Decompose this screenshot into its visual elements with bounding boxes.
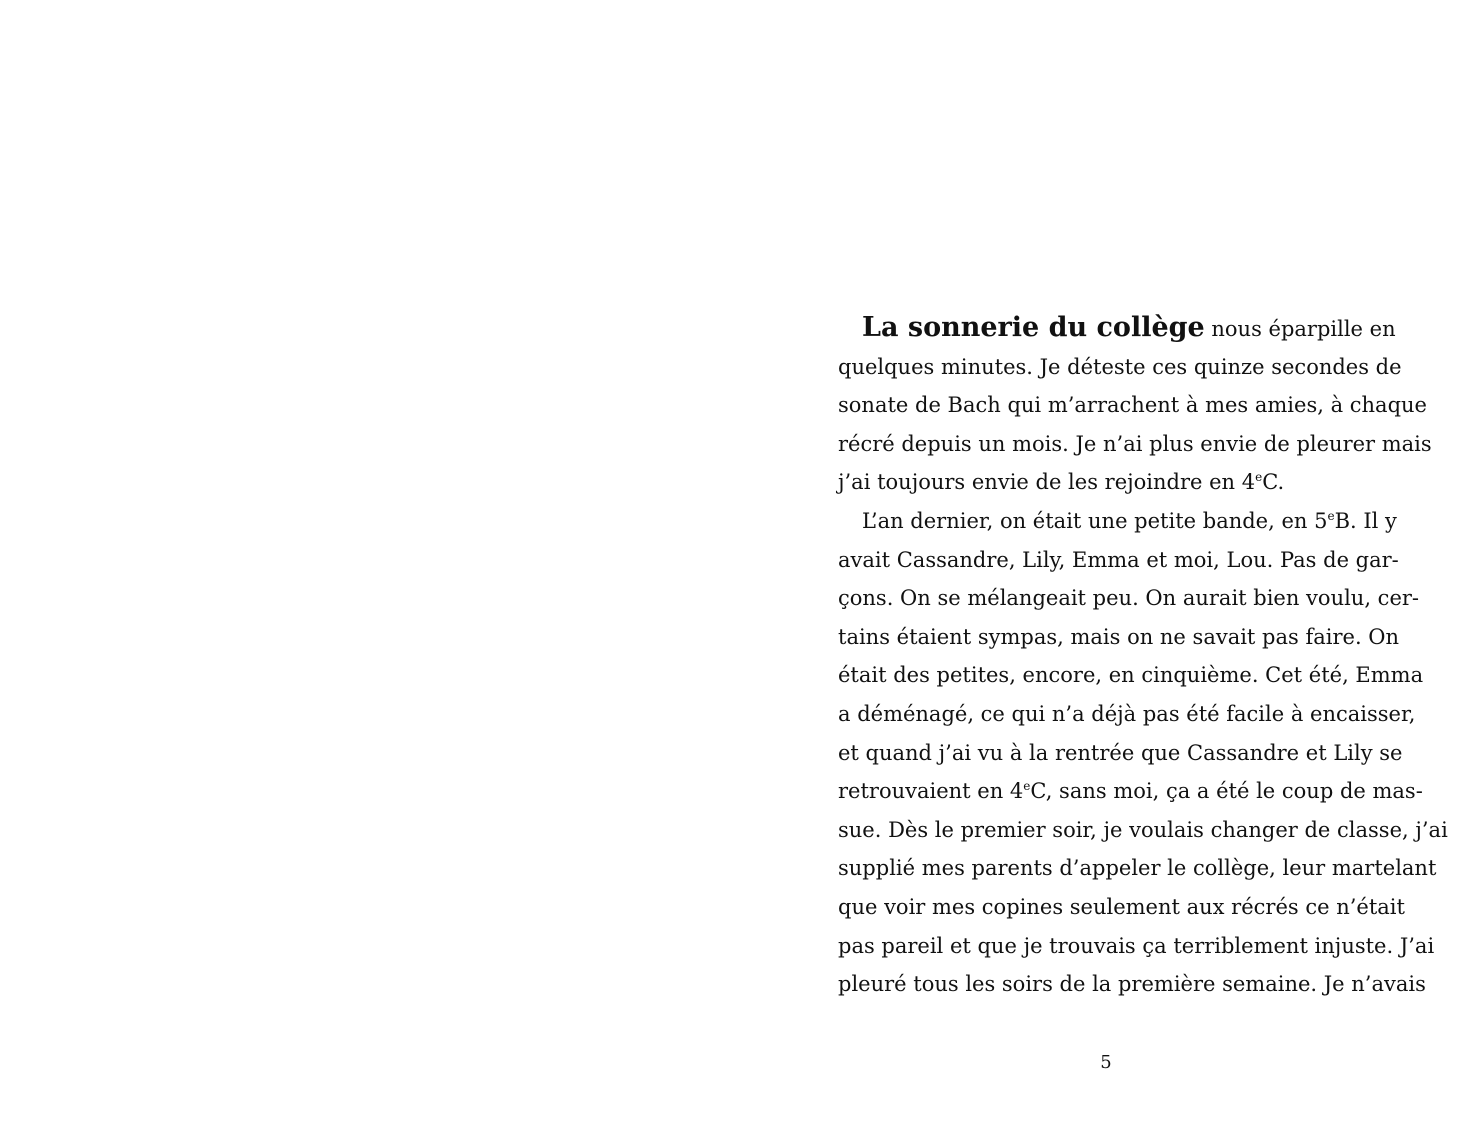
- text-fragment: C.: [1262, 470, 1285, 495]
- text-line: sue. Dès le premier soir, je voulais changer de classe, j’ai: [838, 817, 1448, 842]
- text-line: [838, 463, 1376, 502]
- text-line: quelques minutes. Je déteste ces quinze secondes de: [838, 354, 1402, 379]
- text-fragment: j’ai toujours envie de les rejoindre en 4: [838, 470, 1256, 495]
- text-line: çons. On se mélangeait peu. On aurait bien voulu, cer-: [838, 586, 1420, 611]
- text-line: et quand j’ai vu à la rentrée que Cassandre et Lily se: [838, 740, 1403, 765]
- text-line: que voir mes copines seulement aux récrés ce n’était: [838, 894, 1405, 919]
- text-line: pas pareil et que je trouvais ça terriblement injuste. J’ai: [838, 933, 1435, 958]
- right-page: [738, 0, 1476, 1122]
- text-fragment: C, sans moi, ça a été le coup de mas-: [1030, 779, 1423, 804]
- superscript: e: [1023, 779, 1031, 794]
- text-fragment: nous éparpille en: [1211, 317, 1396, 341]
- page-number: 5: [1100, 1052, 1112, 1073]
- superscript: e: [1255, 470, 1263, 485]
- text-fragment: L’an dernier, on était une petite bande, en 5: [862, 508, 1328, 533]
- text-line: tains étaient sympas, mais on ne savait pas faire. On: [838, 624, 1400, 649]
- superscript: e: [1327, 508, 1335, 523]
- text-line: [838, 772, 1423, 811]
- text-line: avait Cassandre, Lily, Emma et moi, Lou. Pas de gar-: [838, 547, 1399, 572]
- text-fragment: B. Il y: [1334, 508, 1397, 533]
- text-line: a déménagé, ce qui n’a déjà pas été facile à encaisser,: [838, 701, 1416, 726]
- chapter-lead-in: La sonnerie du collège: [862, 312, 1205, 343]
- text-line: récré depuis un mois. Je n’ai plus envie de pleurer mais: [838, 431, 1432, 456]
- text-line: sonate de Bach qui m’arrachent à mes amies, à chaque: [838, 393, 1427, 418]
- text-line: pleuré tous les soirs de la première semaine. Je n’avais: [838, 972, 1426, 997]
- text-fragment: retrouvaient en 4: [838, 779, 1024, 804]
- text-line: [838, 502, 1397, 541]
- text-line: était des petites, encore, en cinquième. Cet été, Emma: [838, 663, 1424, 688]
- text-line: supplié mes parents d’appeler le collège, leur martelant: [838, 856, 1437, 881]
- body-text: [838, 309, 1448, 1004]
- text-line: [838, 309, 1396, 348]
